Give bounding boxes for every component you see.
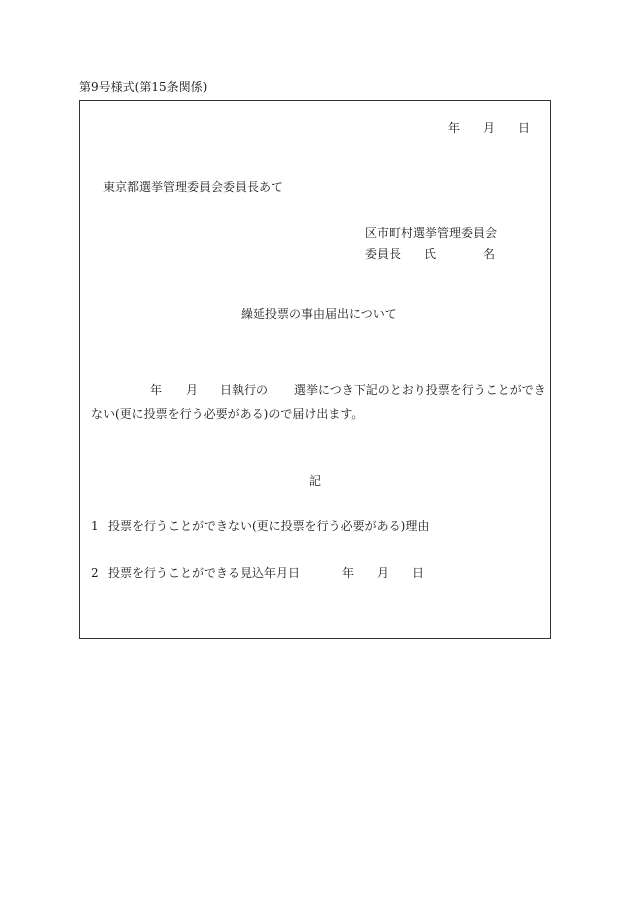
- sender-committee: 区市町村選挙管理委員会: [365, 226, 498, 240]
- body-line2: ない(更に投票を行う必要がある)ので届け出ます。: [91, 407, 364, 421]
- body-day-exec: 日執行の: [220, 383, 269, 397]
- date-day-label: 日: [518, 121, 531, 135]
- sender-chair-title: 委員長: [365, 247, 402, 261]
- form-number: 第9号様式(第15条関係): [79, 80, 208, 94]
- addressee: 東京都選挙管理委員会委員長あて: [103, 180, 284, 194]
- item-2-day-label: 日: [412, 566, 425, 580]
- item-2-number: 2: [91, 566, 99, 580]
- document-title: 繰延投票の事由届出について: [241, 307, 397, 321]
- item-2-text: 投票を行うことができる見込年月日: [108, 566, 301, 580]
- item-1-number: 1: [91, 519, 99, 533]
- sender-name-label-1: 氏: [424, 247, 437, 261]
- body-line1-rest: 選挙につき下記のとおり投票を行うことができ: [294, 383, 546, 397]
- item-1-text: 投票を行うことができない(更に投票を行う必要がある)理由: [108, 519, 430, 533]
- sender-name-label-2: 名: [483, 247, 496, 261]
- body-year-label: 年: [150, 383, 163, 397]
- ki-heading: 記: [309, 474, 322, 488]
- date-year-label: 年: [448, 121, 461, 135]
- item-2-month-label: 月: [377, 566, 390, 580]
- body-month-label: 月: [186, 383, 199, 397]
- date-month-label: 月: [483, 121, 496, 135]
- item-2-year-label: 年: [342, 566, 355, 580]
